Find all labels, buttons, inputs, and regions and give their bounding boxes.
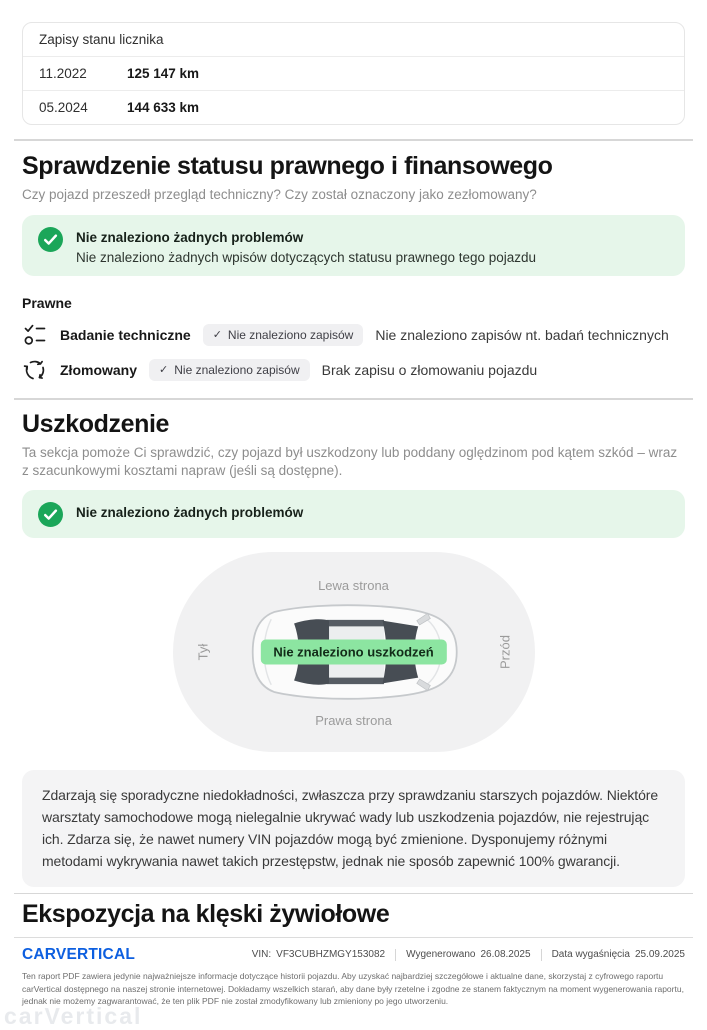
watermark-text: carVertical — [4, 1003, 143, 1029]
check-icon: ✓ — [159, 364, 169, 377]
odometer-records-card — [22, 22, 685, 125]
odometer-card-title: Zapisy stanu licznika — [23, 23, 684, 57]
disasters-section-heading: Ekspozycja na klęski żywiołowe — [22, 900, 390, 929]
section-divider — [14, 398, 693, 400]
vin-value: VF3CUBHZMGY153082 — [276, 949, 386, 961]
legal-success-box — [22, 215, 685, 276]
legal-item-label: Badanie techniczne — [60, 326, 191, 343]
section-divider — [14, 139, 693, 141]
badge-label: Nie znaleziono zapisów — [227, 327, 354, 342]
damage-section-description: Ta sekcja pomoże Ci sprawdzić, czy pojazd był uszkodzony lub poddany oględzinom pod kątem szkód – wraz z szacunkowymi kosztami napraw (jeśli są dostępne). — [22, 445, 678, 478]
meta-separator — [541, 949, 542, 961]
badge-label: Nie znaleziono zapisów — [174, 362, 300, 377]
section-divider — [14, 893, 693, 894]
success-detail: Nie znaleziono żadnych wpisów dotyczących statusu prawnego tego pojazdu — [76, 249, 537, 265]
odometer-value: 144 633 km — [127, 100, 200, 115]
expiry-label: Data wygaśnięcia — [551, 949, 630, 961]
diagram-label-rear: Tył — [195, 644, 210, 661]
no-records-badge — [203, 324, 364, 346]
damage-section-heading: Uszkodzenie — [22, 409, 170, 438]
footer-meta — [252, 949, 685, 961]
odometer-date: 05.2024 — [39, 100, 88, 115]
vin-label: VIN: — [251, 949, 272, 961]
legal-item-text: Brak zapisu o złomowaniu pojazdu — [321, 361, 538, 378]
generated-field — [406, 949, 530, 960]
legal-item-text: Nie znaleziono zapisów nt. badań technicznych — [375, 326, 669, 343]
accuracy-disclaimer-box: Zdarzają się sporadyczne niedokładności, zwłaszcza przy sprawdzaniu starszych pojazdów. Niektóre warsztaty samochodowe mogą nielegalnie ukrywać wady lub uszkodzenia pojazdów, nie rejestrując ich. Zdarza się, że nawet numery VIN pojazdów mogą być zmienione. Dysponujemy różnymi metodami wykrywania nawet takich przestępstw, jednak nie sposób zapewnić 100% gwarancji. — [22, 770, 685, 887]
odometer-date: 11.2022 — [39, 66, 87, 81]
no-damage-badge: Nie znaleziono uszkodzeń — [260, 640, 446, 665]
recycle-icon — [22, 357, 48, 383]
legal-item-technical-inspection — [22, 322, 685, 348]
legal-section-heading: Sprawdzenie statusu prawnego i finansowego — [22, 152, 553, 180]
diagram-label-front: Przód — [497, 635, 512, 670]
footer-meta-row — [14, 946, 693, 964]
carvertical-logo: CARVERTICAL — [22, 945, 136, 963]
legal-item-label: Złomowany — [60, 361, 138, 378]
meta-separator — [395, 949, 396, 961]
report-page — [0, 22, 707, 1029]
footer-fine-print: Ten raport PDF zawiera jedynie najważniejsze informacje dotyczące historii pojazdu. Aby uzyskać najbardziej szczegółowe i aktualne dane, skorzystaj z cyfrowego raportu carVertical dostępnego na naszej stronie internetowej. Dokładamy wszelkich starań, aby dane były rzetelne i zgodne ze stanem faktycznym na moment wygenerowania raportu, jednak nie możemy zagwarantować, że ten plik PDF nie został zmodyfikowany lub zmieniony po jego utworzeniu. — [22, 970, 684, 1007]
legal-success-text — [76, 226, 536, 265]
legal-group-label: Prawne — [22, 294, 72, 311]
report-footer — [14, 937, 693, 1008]
expiry-date: 25.09.2025 — [634, 949, 685, 961]
generated-date: 26.08.2025 — [480, 949, 531, 961]
check-circle-icon — [38, 502, 63, 527]
check-icon: ✓ — [212, 329, 222, 342]
success-title: Nie znaleziono żadnych problemów — [76, 505, 304, 521]
legal-section-subtitle: Czy pojazd przeszedł przegląd techniczny? Czy został oznaczony jako zezłomowany? — [22, 186, 537, 202]
diagram-label-left-side: Lewa strona — [318, 578, 389, 594]
diagram-label-right-side: Prawa strona — [315, 713, 392, 729]
odometer-row — [23, 57, 684, 91]
damage-diagram — [0, 552, 707, 752]
legal-item-scrapped — [22, 357, 685, 383]
damage-diagram-background — [173, 552, 535, 752]
check-circle-icon — [38, 227, 63, 252]
success-title: Nie znaleziono żadnych problemów — [76, 229, 304, 245]
generated-label: Wygenerowano — [406, 949, 476, 961]
no-records-badge — [149, 359, 310, 381]
technical-inspection-checklist-icon — [22, 322, 48, 348]
vin-field — [252, 949, 385, 960]
damage-success-box — [22, 490, 685, 538]
odometer-row — [23, 91, 684, 124]
expiry-field — [552, 949, 685, 960]
odometer-value: 125 147 km — [127, 66, 200, 81]
